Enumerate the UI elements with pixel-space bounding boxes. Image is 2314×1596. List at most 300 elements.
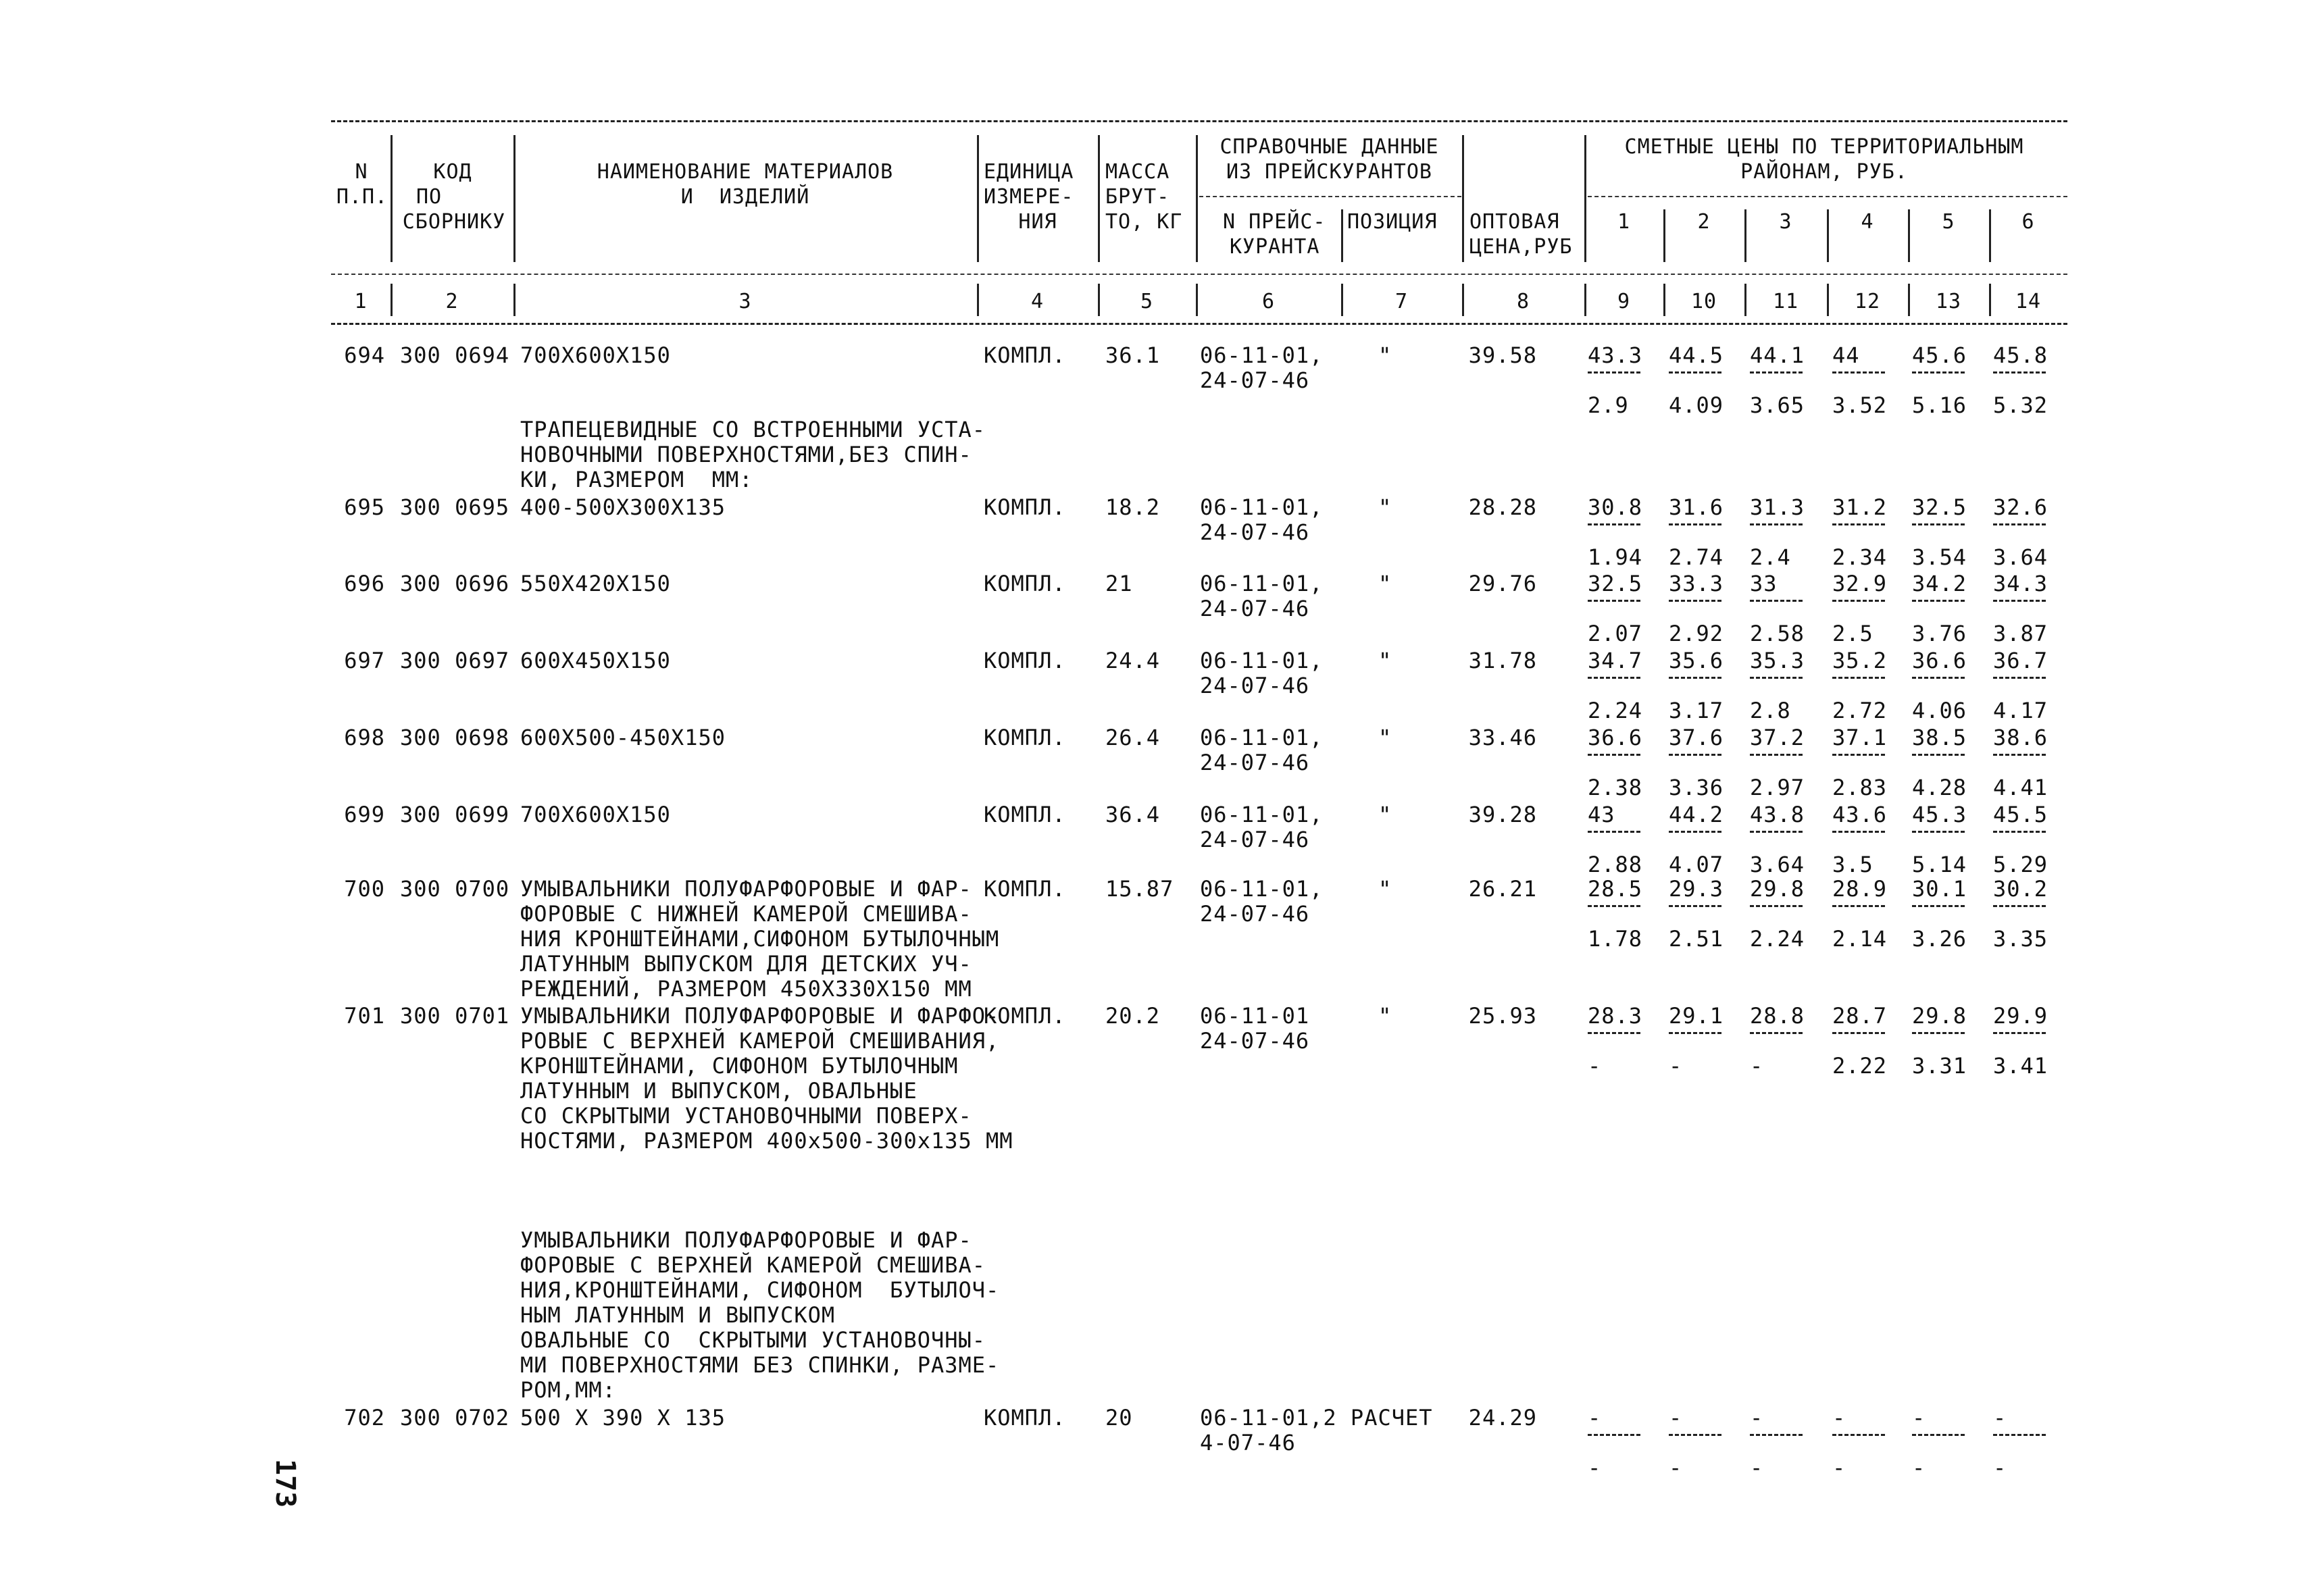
header-col-name: НАИМЕНОВАНИЕ МАТЕРИАЛОВ [597, 160, 894, 184]
fraction-rule [1993, 905, 2046, 907]
row-unit: КОМПЛ. [984, 1405, 1066, 1431]
row-code: 300 0697 [400, 648, 510, 673]
row-name: КРОНШТЕЙНАМИ, СИФОНОМ БУТЫЛОЧНЫМ [520, 1053, 959, 1079]
row-code: 300 0700 [400, 876, 510, 902]
header-col-position: ПОЗИЦИЯ [1347, 210, 1438, 234]
row-position: " [1378, 876, 1392, 902]
row-region-transport: 4.06 [1912, 698, 1967, 723]
row-name: РОМ,ММ: [520, 1377, 616, 1403]
header-region: 6 [2021, 210, 2035, 234]
fraction-rule [1669, 754, 1721, 756]
row-pricelist-ref: 06-11-01, [1200, 571, 1324, 596]
header-ref-group: ИЗ ПРЕЙСКУРАНТОВ [1226, 160, 1432, 184]
col-number: 12 [1854, 290, 1881, 313]
row-region-transport: 3.65 [1750, 392, 1805, 418]
row-pricelist-ref: 24-07-46 [1200, 519, 1310, 545]
row-region-transport: 4.41 [1993, 775, 2048, 800]
row-mass: 24.4 [1105, 648, 1161, 673]
row-wholesale-price: 39.28 [1468, 802, 1537, 827]
row-region-price: 43.8 [1750, 802, 1805, 827]
row-region-price: 36.7 [1993, 648, 2048, 673]
row-wholesale-price: 39.58 [1468, 342, 1537, 368]
row-region-price: 34.7 [1588, 648, 1643, 673]
row-name: УМЫВАЛЬНИКИ ПОЛУФАРФОРОВЫЕ И ФАРФО- [520, 1003, 1000, 1029]
row-position: " [1378, 802, 1392, 827]
row-region-price: 43 [1588, 802, 1615, 827]
row-region-price: 31.3 [1750, 494, 1805, 520]
row-pricelist-ref: 06-11-01,2 РАСЧЕТ [1200, 1405, 1433, 1431]
row-region-price: - [1588, 1405, 1602, 1431]
row-region-transport: 2.83 [1832, 775, 1888, 800]
row-position: " [1378, 1003, 1392, 1029]
header-col-n: N [355, 160, 368, 184]
row-region-price: 43.3 [1588, 342, 1643, 368]
fraction-rule [1832, 905, 1885, 907]
col-number: 4 [1030, 290, 1045, 313]
row-position: " [1378, 342, 1392, 368]
row-code: 300 0694 [400, 342, 510, 368]
row-region-transport: 1.78 [1588, 926, 1643, 952]
row-region-price: 30.2 [1993, 876, 2048, 902]
row-name: РОВЫЕ С ВЕРХНЕЙ КАМЕРОЙ СМЕШИВАНИЯ, [520, 1028, 1000, 1054]
fraction-rule [1912, 600, 1965, 602]
row-name: НИЯ,КРОНШТЕЙНАМИ, СИФОНОМ БУТЫЛОЧ- [520, 1277, 1000, 1303]
row-mass: 36.1 [1105, 342, 1161, 368]
row-region-transport: 5.14 [1912, 852, 1967, 877]
row-region-price: 29.9 [1993, 1003, 2048, 1029]
header-col-code: СБОРНИКУ [402, 210, 506, 234]
row-unit: КОМПЛ. [984, 802, 1066, 827]
row-region-transport: 5.29 [1993, 852, 2048, 877]
row-mass: 15.87 [1105, 876, 1174, 902]
row-code: 300 0698 [400, 725, 510, 750]
row-mass: 18.2 [1105, 494, 1161, 520]
row-region-price: - [1912, 1405, 1926, 1431]
header-col-wholesale: ЦЕНА,РУБ [1469, 235, 1573, 259]
row-position: " [1378, 571, 1392, 596]
row-name: 700X600X150 [520, 342, 671, 368]
row-region-price: 37.2 [1750, 725, 1805, 750]
row-region-transport: 2.07 [1588, 621, 1643, 646]
row-region-transport: 3.64 [1750, 852, 1805, 877]
row-region-transport: 2.8 [1750, 698, 1791, 723]
row-wholesale-price: 26.21 [1468, 876, 1537, 902]
row-region-transport: 2.74 [1669, 544, 1724, 570]
header-col-mass: ТО, КГ [1105, 210, 1183, 234]
col-number: 14 [2015, 290, 2042, 313]
row-mass: 20.2 [1105, 1003, 1161, 1029]
row-number: 695 [344, 494, 385, 520]
fraction-rule [1993, 523, 2046, 525]
row-region-transport: 2.24 [1588, 698, 1643, 723]
header-col-mass: БРУТ- [1105, 185, 1170, 209]
col-number: 1 [354, 290, 368, 313]
row-name: МИ ПОВЕРХНОСТЯМИ БЕЗ СПИНКИ, РАЗМЕ- [520, 1352, 1000, 1378]
row-pricelist-ref: 4-07-46 [1200, 1430, 1296, 1456]
row-number: 698 [344, 725, 385, 750]
row-region-transport: 3.26 [1912, 926, 1967, 952]
row-name: КИ, РАЗМЕРОМ ММ: [520, 467, 753, 492]
fraction-rule [1588, 754, 1640, 756]
row-unit: КОМПЛ. [984, 876, 1066, 902]
header-divider [1462, 284, 1464, 316]
header-region: 1 [1617, 210, 1631, 234]
row-unit: КОМПЛ. [984, 571, 1066, 596]
row-region-transport: 2.72 [1832, 698, 1888, 723]
row-region-price: 44.1 [1750, 342, 1805, 368]
fraction-rule [1993, 1434, 2046, 1436]
row-region-price: 31.6 [1669, 494, 1724, 520]
row-region-transport: 2.97 [1750, 775, 1805, 800]
row-name: НЫМ ЛАТУННЫМ И ВЫПУСКОМ [520, 1302, 836, 1328]
row-region-transport: 2.58 [1750, 621, 1805, 646]
header-col-unit: ИЗМЕРЕ- [984, 185, 1074, 209]
row-region-price: - [1993, 1405, 2007, 1431]
row-region-transport: 3.41 [1993, 1053, 2048, 1079]
fraction-rule [1750, 1032, 1803, 1034]
row-name: НОВОЧНЫМИ ПОВЕРХНОСТЯМИ,БЕЗ СПИН- [520, 442, 972, 467]
fraction-rule [1750, 1434, 1803, 1436]
row-number: 697 [344, 648, 385, 673]
fraction-rule [1588, 677, 1640, 679]
row-pricelist-ref: 24-07-46 [1200, 596, 1310, 621]
header-price-group: СМЕТНЫЕ ЦЕНЫ ПО ТЕРРИТОРИАЛЬНЫМ [1624, 135, 2024, 159]
fraction-rule [1832, 600, 1885, 602]
row-position: " [1378, 725, 1392, 750]
fraction-rule [1993, 754, 2046, 756]
header-bottom-rule [331, 323, 2067, 325]
fraction-rule [1912, 677, 1965, 679]
row-mass: 20 [1105, 1405, 1133, 1431]
row-region-transport: 2.88 [1588, 852, 1643, 877]
row-region-transport: - [1588, 1455, 1602, 1481]
row-region-transport: 3.54 [1912, 544, 1967, 570]
row-region-transport: 3.64 [1993, 544, 2048, 570]
row-region-transport: 2.9 [1588, 392, 1629, 418]
header-region: 2 [1697, 210, 1711, 234]
row-region-price: 31.2 [1832, 494, 1888, 520]
row-region-transport: 4.17 [1993, 698, 2048, 723]
header-region: 3 [1779, 210, 1792, 234]
row-name: СО СКРЫТЫМИ УСТАНОВОЧНЫМИ ПОВЕРХ- [520, 1103, 972, 1129]
row-region-price: 36.6 [1912, 648, 1967, 673]
col-number: 8 [1516, 290, 1530, 313]
row-name: 500 X 390 X 135 [520, 1405, 726, 1431]
row-region-price: 29.3 [1669, 876, 1724, 902]
fraction-rule [1993, 371, 2046, 374]
row-name: НИЯ КРОНШТЕЙНАМИ,СИФОНОМ БУТЫЛОЧНЫМ [520, 926, 1000, 952]
row-region-transport: 5.16 [1912, 392, 1967, 418]
fraction-rule [1750, 371, 1803, 374]
fraction-rule [1832, 371, 1885, 374]
row-region-price: 35.2 [1832, 648, 1888, 673]
fraction-rule [1993, 600, 2046, 602]
row-region-price: 28.5 [1588, 876, 1643, 902]
header-divider [513, 284, 515, 316]
col-number: 7 [1394, 290, 1409, 313]
row-pricelist-ref: 06-11-01, [1200, 876, 1324, 902]
row-code: 300 0699 [400, 802, 510, 827]
row-region-price: 44.5 [1669, 342, 1724, 368]
header-col-unit: НИЯ [1018, 210, 1057, 234]
header-col-n: П.П. [336, 185, 388, 209]
fraction-rule [1750, 754, 1803, 756]
header-price-group: РАЙОНАМ, РУБ. [1740, 160, 1908, 184]
row-mass: 21 [1105, 571, 1133, 596]
col-number: 3 [738, 290, 752, 313]
row-region-transport: - [1750, 1455, 1764, 1481]
header-col-code: КОД [433, 160, 472, 184]
row-unit: КОМПЛ. [984, 1003, 1066, 1029]
row-region-price: 45.3 [1912, 802, 1967, 827]
header-col-unit: ЕДИНИЦА [984, 160, 1074, 184]
row-name: 600X450X150 [520, 648, 671, 673]
row-number: 696 [344, 571, 385, 596]
row-region-price: 30.8 [1588, 494, 1643, 520]
row-name: 600X500-450X150 [520, 725, 726, 750]
row-region-transport: 2.92 [1669, 621, 1724, 646]
fraction-rule [1993, 831, 2046, 833]
price-group-rule [1588, 196, 2067, 197]
row-region-price: 37.6 [1669, 725, 1724, 750]
row-region-transport: 3.5 [1832, 852, 1873, 877]
row-pricelist-ref: 06-11-01, [1200, 342, 1324, 368]
row-region-price: 32.5 [1588, 571, 1643, 596]
row-number: 701 [344, 1003, 385, 1029]
col-number: 6 [1261, 290, 1276, 313]
row-region-price: 28.9 [1832, 876, 1888, 902]
row-region-transport: - [1912, 1455, 1926, 1481]
header-ref-group: СПРАВОЧНЫЕ ДАННЫЕ [1219, 135, 1439, 159]
row-region-price: 38.6 [1993, 725, 2048, 750]
fraction-rule [1669, 677, 1721, 679]
row-region-price: 45.8 [1993, 342, 2048, 368]
row-region-price: 29.8 [1912, 1003, 1967, 1029]
row-code: 300 0702 [400, 1405, 510, 1431]
row-region-price: 33.3 [1669, 571, 1724, 596]
header-divider [977, 284, 979, 316]
col-number: 10 [1690, 290, 1717, 313]
row-name: УМЫВАЛЬНИКИ ПОЛУФАРФОРОВЫЕ И ФАР- [520, 876, 972, 902]
fraction-rule [1832, 1032, 1885, 1034]
fraction-rule [1993, 677, 2046, 679]
fraction-rule [1750, 905, 1803, 907]
col-number: 9 [1617, 290, 1631, 313]
row-region-price: - [1669, 1405, 1683, 1431]
row-pricelist-ref: 06-11-01, [1200, 494, 1324, 520]
row-region-transport: 4.07 [1669, 852, 1724, 877]
row-region-price: 34.3 [1993, 571, 2048, 596]
row-position: " [1378, 494, 1392, 520]
fraction-rule [1669, 831, 1721, 833]
header-col-mass: МАССА [1105, 160, 1170, 184]
header-region: 5 [1942, 210, 1955, 234]
header-divider [1989, 284, 1991, 316]
page-number: 173 [270, 1459, 301, 1508]
row-region-transport: 3.35 [1993, 926, 2048, 952]
row-region-price: 38.5 [1912, 725, 1967, 750]
fraction-rule [1750, 677, 1803, 679]
fraction-rule [1912, 371, 1965, 374]
row-pricelist-ref: 24-07-46 [1200, 750, 1310, 775]
row-region-price: 32.9 [1832, 571, 1888, 596]
fraction-rule [1912, 523, 1965, 525]
row-name: УМЫВАЛЬНИКИ ПОЛУФАРФОРОВЫЕ И ФАР- [520, 1227, 972, 1253]
row-region-transport: 2.5 [1832, 621, 1873, 646]
header-col-pricelist: N ПРЕЙС- [1223, 210, 1326, 234]
row-code: 300 0696 [400, 571, 510, 596]
header-top-rule [331, 120, 2067, 122]
header-divider [1663, 284, 1665, 316]
row-region-transport: 4.28 [1912, 775, 1967, 800]
col-number: 5 [1140, 290, 1154, 313]
row-number: 699 [344, 802, 385, 827]
fraction-rule [1750, 523, 1803, 525]
row-region-transport: 3.76 [1912, 621, 1967, 646]
fraction-rule [1588, 905, 1640, 907]
header-divider [1584, 284, 1586, 316]
row-region-transport: 3.87 [1993, 621, 2048, 646]
row-region-transport: 2.24 [1750, 926, 1805, 952]
fraction-rule [1993, 1032, 2046, 1034]
row-region-price: 32.5 [1912, 494, 1967, 520]
fraction-rule [1588, 1434, 1640, 1436]
row-region-transport: - [1832, 1455, 1846, 1481]
header-mid-rule [331, 274, 2067, 275]
fraction-rule [1832, 523, 1885, 525]
fraction-rule [1669, 905, 1721, 907]
row-name: ФОРОВЫЕ С НИЖНЕЙ КАМЕРОЙ СМЕШИВА- [520, 901, 972, 927]
row-wholesale-price: 29.76 [1468, 571, 1537, 596]
row-region-transport: 2.22 [1832, 1053, 1888, 1079]
fraction-rule [1912, 905, 1965, 907]
row-wholesale-price: 31.78 [1468, 648, 1537, 673]
row-number: 694 [344, 342, 385, 368]
fraction-rule [1588, 523, 1640, 525]
row-region-transport: 2.51 [1669, 926, 1724, 952]
fraction-rule [1832, 677, 1885, 679]
fraction-rule [1588, 1032, 1640, 1034]
row-pricelist-ref: 24-07-46 [1200, 673, 1310, 698]
row-unit: КОМПЛ. [984, 648, 1066, 673]
fraction-rule [1912, 831, 1965, 833]
row-region-price: 36.6 [1588, 725, 1643, 750]
row-name: ЛАТУННЫМ ВЫПУСКОМ ДЛЯ ДЕТСКИХ УЧ- [520, 951, 972, 977]
row-region-price: 45.5 [1993, 802, 2048, 827]
row-wholesale-price: 33.46 [1468, 725, 1537, 750]
row-region-price: 28.7 [1832, 1003, 1888, 1029]
row-code: 300 0701 [400, 1003, 510, 1029]
row-region-transport: 3.52 [1832, 392, 1888, 418]
row-unit: КОМПЛ. [984, 342, 1066, 368]
row-pricelist-ref: 24-07-46 [1200, 367, 1310, 393]
header-divider [1098, 284, 1100, 316]
row-region-price: 35.6 [1669, 648, 1724, 673]
row-region-price: 33 [1750, 571, 1778, 596]
row-region-transport: - [1588, 1053, 1602, 1079]
row-region-price: - [1832, 1405, 1846, 1431]
fraction-rule [1912, 1032, 1965, 1034]
row-pricelist-ref: 06-11-01, [1200, 802, 1324, 827]
row-name: ТРАПЕЦЕВИДНЫЕ СО ВСТРОЕННЫМИ УСТА- [520, 417, 986, 442]
row-region-transport: 3.31 [1912, 1053, 1967, 1079]
row-region-price: 43.6 [1832, 802, 1888, 827]
fraction-rule [1912, 1434, 1965, 1436]
row-region-transport: 2.4 [1750, 544, 1791, 570]
col-number: 11 [1772, 290, 1799, 313]
row-wholesale-price: 28.28 [1468, 494, 1537, 520]
row-region-transport: 3.36 [1669, 775, 1724, 800]
fraction-rule [1750, 831, 1803, 833]
row-region-transport: - [1993, 1455, 2007, 1481]
row-pricelist-ref: 24-07-46 [1200, 1028, 1310, 1054]
row-pricelist-ref: 24-07-46 [1200, 827, 1310, 852]
row-region-price: 32.6 [1993, 494, 2048, 520]
row-region-transport: - [1669, 1053, 1683, 1079]
row-name: НОСТЯМИ, РАЗМЕРОМ 400x500-300x135 ММ [520, 1128, 1013, 1154]
fraction-rule [1669, 1434, 1721, 1436]
row-region-transport: 4.09 [1669, 392, 1724, 418]
fraction-rule [1588, 371, 1640, 374]
row-name: ФОРОВЫЕ С ВЕРХНЕЙ КАМЕРОЙ СМЕШИВА- [520, 1252, 986, 1278]
fraction-rule [1912, 754, 1965, 756]
row-pricelist-ref: 06-11-01 [1200, 1003, 1310, 1029]
row-region-price: - [1750, 1405, 1764, 1431]
fraction-rule [1669, 600, 1721, 602]
row-mass: 26.4 [1105, 725, 1161, 750]
row-region-transport: - [1750, 1053, 1764, 1079]
fraction-rule [1669, 1032, 1721, 1034]
header-divider [1196, 284, 1198, 316]
col-number: 13 [1935, 290, 1962, 313]
row-name: ЛАТУННЫМ И ВЫПУСКОМ, ОВАЛЬНЫЕ [520, 1078, 917, 1104]
row-region-transport: 2.38 [1588, 775, 1643, 800]
header-divider [977, 135, 979, 262]
row-region-price: 44 [1832, 342, 1860, 368]
row-region-transport: 1.94 [1588, 544, 1643, 570]
row-region-price: 29.1 [1669, 1003, 1724, 1029]
row-region-transport: 5.32 [1993, 392, 2048, 418]
fraction-rule [1669, 523, 1721, 525]
row-number: 700 [344, 876, 385, 902]
ref-group-rule [1199, 196, 1461, 197]
header-divider [1341, 284, 1343, 316]
row-unit: КОМПЛ. [984, 494, 1066, 520]
row-name: РЕЖДЕНИЙ, РАЗМЕРОМ 450X330X150 ММ [520, 976, 972, 1002]
fraction-rule [1832, 754, 1885, 756]
row-pricelist-ref: 06-11-01, [1200, 725, 1324, 750]
header-col-wholesale: ОПТОВАЯ [1469, 210, 1560, 234]
row-code: 300 0695 [400, 494, 510, 520]
header-divider [1827, 284, 1829, 316]
row-number: 702 [344, 1405, 385, 1431]
row-region-price: 28.8 [1750, 1003, 1805, 1029]
row-region-price: 28.3 [1588, 1003, 1643, 1029]
fraction-rule [1669, 371, 1721, 374]
header-divider [1341, 209, 1343, 262]
header-col-code: ПО [416, 185, 443, 209]
row-region-price: 30.1 [1912, 876, 1967, 902]
row-mass: 36.4 [1105, 802, 1161, 827]
header-divider [391, 284, 393, 316]
row-region-transport: 3.17 [1669, 698, 1724, 723]
header-region: 4 [1861, 210, 1874, 234]
fraction-rule [1588, 831, 1640, 833]
row-position: " [1378, 648, 1392, 673]
row-unit: КОМПЛ. [984, 725, 1066, 750]
fraction-rule [1588, 600, 1640, 602]
row-region-price: 45.6 [1912, 342, 1967, 368]
